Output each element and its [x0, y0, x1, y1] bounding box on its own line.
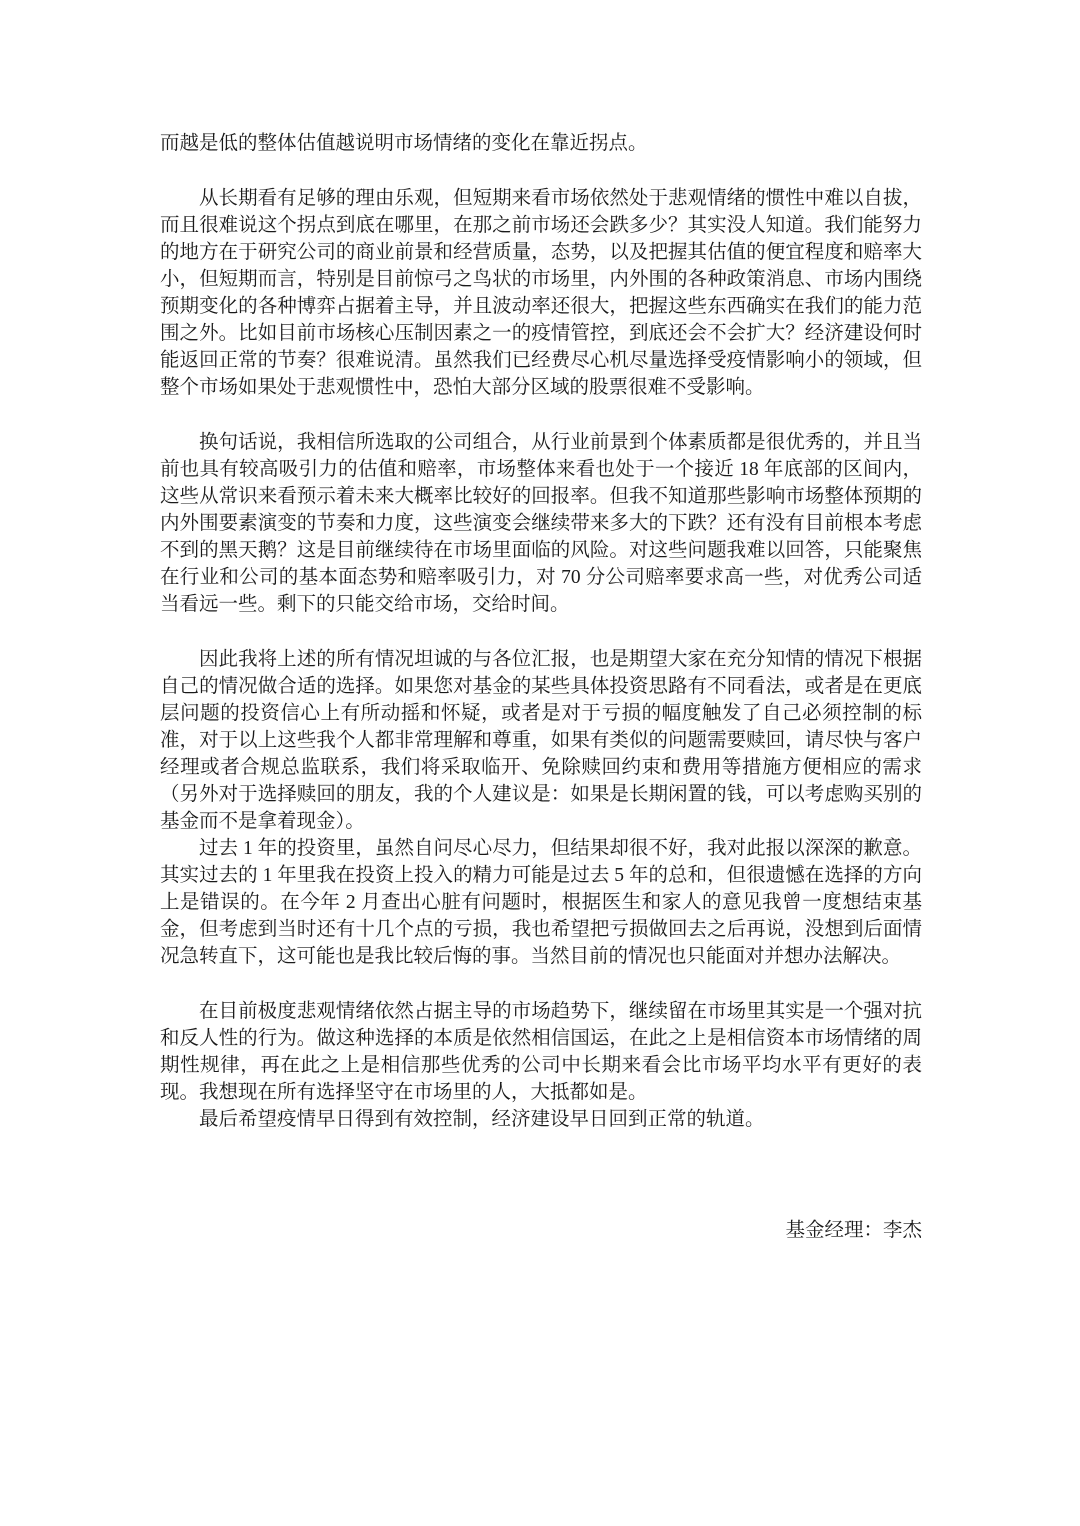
paragraph: 在目前极度悲观情绪依然占据主导的市场趋势下，继续留在市场里其实是一个强对抗和反人性的行为。做这种选择的本质是依然相信国运，在此之上是相信资本市场情绪的周期性规律，再在此之上是相信那些优秀的公司中长期来看会比市场平均水平有更好的表现。我想现在所有选择坚守在市场里的人，大抵都如是。 — [160, 1001, 922, 1103]
paragraph: 而越是低的整体估值越说明市场情绪的变化在靠近拐点。 — [160, 133, 648, 154]
paragraph: 从长期看有足够的理由乐观，但短期来看市场依然处于悲观情绪的惯性中难以自拔，而且很难说这个拐点到底在哪里，在那之前市场还会跌多少？其实没人知道。我们能努力的地方在于研究公司的商业前景和经营质量，态势，以及把握其估值的便宜程度和赔率大小，但短期而言，特别是目前惊弓之鸟状的市场里，内外围的各种政策消息、市场内围绕预期变化的各种博弈占据着主导，并且波动率还很大，把握这些东西确实在我们的能力范围之外。比如目前市场核心压制因素之一的疫情管控，到底还会不会扩大？经济建设何时能返回正常的节奏？很难说清。虽然我们已经费尽心机尽量选择受疫情影响小的领域，但整个市场如果处于悲观惯性中，恐怕大部分区域的股票很难不受影响。 — [160, 188, 922, 398]
paragraph: 最后希望疫情早日得到有效控制，经济建设早日回到正常的轨道。 — [199, 1109, 765, 1130]
paragraph: 因此我将上述的所有情况坦诚的与各位汇报，也是期望大家在充分知情的情况下根据自己的情况做合适的选择。如果您对基金的某些具体投资思路有不同看法，或者是在更底层问题的投资信心上有所动摇和怀疑，或者是对于亏损的幅度触发了自己必须控制的标准，对于以上这些我个人都非常理解和尊重，如果有类似的问题需要赎回，请尽快与客户经理或者合规总监联系，我们将采取临开、免除赎回约束和费用等措施方便相应的需求（另外对于选择赎回的朋友，我的个人建议是：如果是长期闲置的钱，可以考虑购买别的基金而不是拿着现金）。 — [160, 649, 922, 832]
document-body — [160, 130, 922, 1133]
signature: 基金经理：李杰 — [785, 1220, 922, 1241]
paragraph: 换句话说，我相信所选取的公司组合，从行业前景到个体素质都是很优秀的，并且当前也具有较高吸引力的估值和赔率，市场整体来看也处于一个接近 18 年底部的区间内，这些从常识来看预示着未来大概率比较好的回报率。但我不知道那些影响市场整体预期的内外围要素演变的节奏和力度，这些演变会继续带来多大的下跌？还有没有目前根本考虑不到的黑天鹅？这是目前继续待在市场里面临的风险。对这些问题我难以回答，只能聚焦在行业和公司的基本面态势和赔率吸引力，对 70 分公司赔率要求高一些，对优秀公司适当看远一些。剩下的只能交给市场，交给时间。 — [160, 432, 922, 615]
paragraph: 过去 1 年的投资里，虽然自问尽心尽力，但结果却很不好，我对此报以深深的歉意。其实过去的 1 年里我在投资上投入的精力可能是过去 5 年的总和，但很遗憾在选择的方向上是错误的。在今年 2 月查出心脏有问题时，根据医生和家人的意见我曾一度想结束基金，但考虑到当时还有十几个点的亏损，我也希望把亏损做回去之后再说，没想到后面情况急转直下，这可能也是我比较后悔的事。当然目前的情况也只能面对并想办法解决。 — [160, 838, 922, 967]
